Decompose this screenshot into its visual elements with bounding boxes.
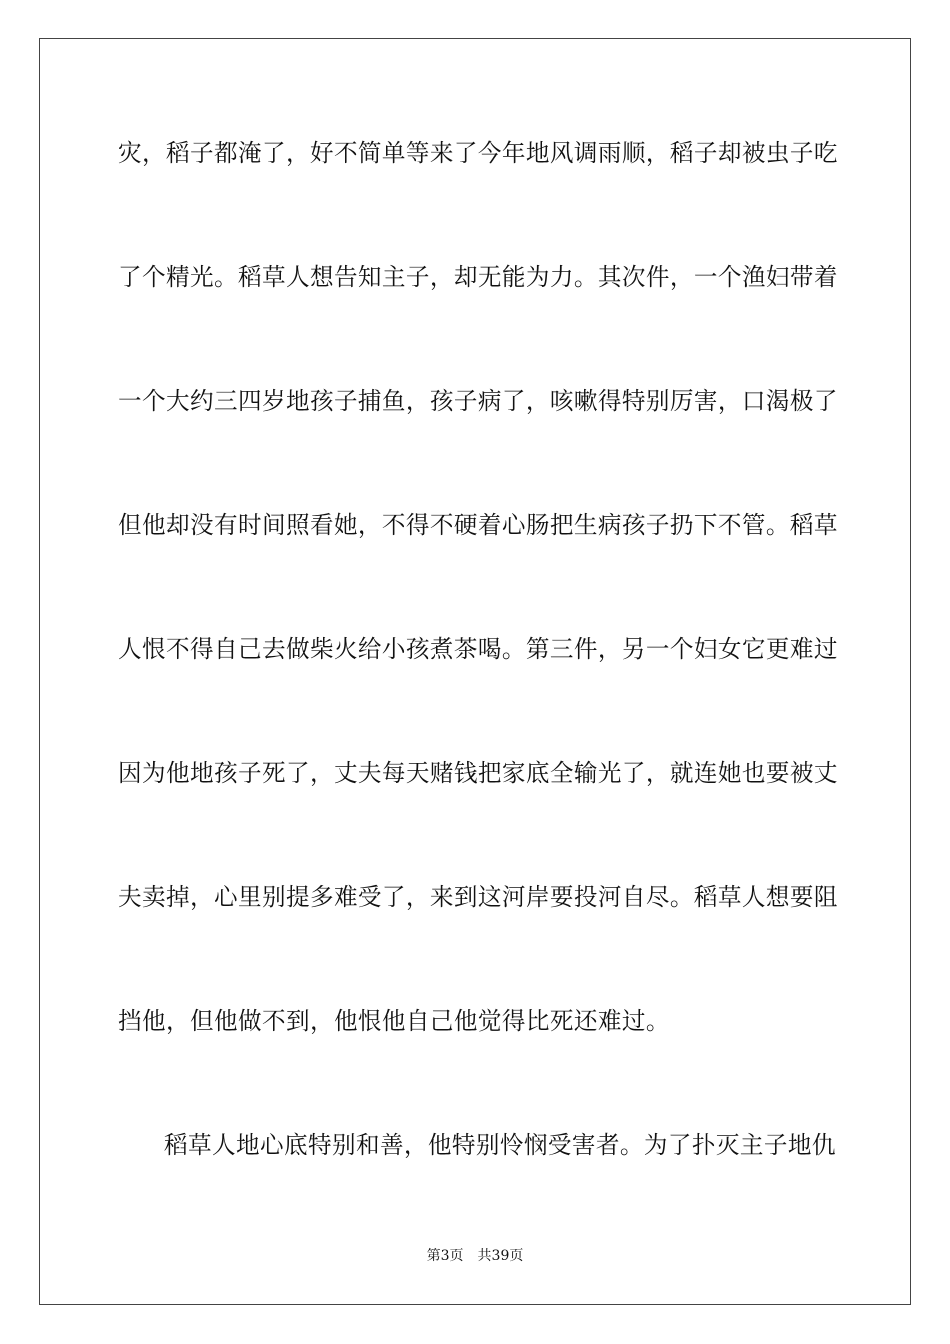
page-border	[39, 38, 911, 1305]
text-line: 因为他地孩子死了，丈夫每天赌钱把家底全输光了，就连她也要被丈	[118, 759, 838, 787]
text-line: 灾，稻子都淹了，好不简单等来了今年地风调雨顺，稻子却被虫子吃	[118, 139, 838, 167]
text-line: 了个精光。稻草人想告知主子，却无能为力。其次件，一个渔妇带着	[118, 263, 838, 291]
paragraph-start-line: 稻草人地心底特别和善，他特别怜悯受害者。为了扑灭主子地仇	[164, 1131, 836, 1159]
text-line: 但他却没有时间照看她，不得不硬着心肠把生病孩子扔下不管。稻草	[118, 511, 838, 539]
page-number: 第3页	[426, 1248, 464, 1264]
text-line: 人恨不得自己去做柴火给小孩煮茶喝。第三件，另一个妇女它更难过	[118, 635, 838, 663]
text-line: 一个大约三四岁地孩子捕鱼，孩子病了，咳嗽得特别厉害，口渴极了	[118, 387, 838, 415]
text-line: 挡他，但他做不到，他恨他自己他觉得比死还难过。	[118, 1007, 670, 1035]
text-line: 夫卖掉，心里别提多难受了，来到这河岸要投河自尽。稻草人想要阻	[118, 883, 838, 911]
page-footer	[0, 1247, 950, 1265]
total-pages: 共39页	[477, 1248, 524, 1264]
